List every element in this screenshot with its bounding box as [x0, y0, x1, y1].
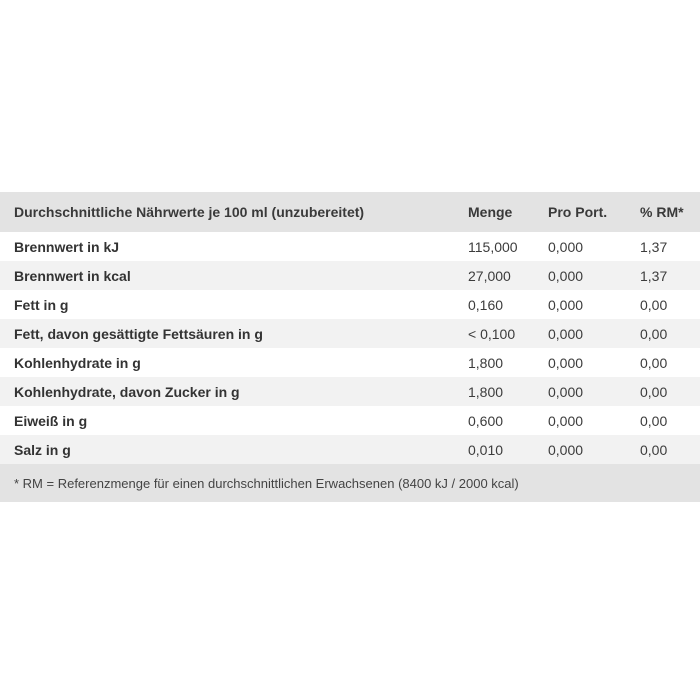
nutrient-name: Brennwert in kcal: [14, 267, 131, 284]
rm-value: 0,00: [640, 412, 668, 429]
rm-value: 0,00: [640, 325, 668, 342]
pro-port-value: 0,000: [548, 412, 584, 429]
menge-value: 115,000: [468, 238, 518, 255]
table-row: [0, 261, 700, 290]
table-row: [0, 377, 700, 406]
pro-port-value: 0,000: [548, 296, 584, 313]
rm-value: 1,37: [640, 267, 668, 284]
rm-value: 0,00: [640, 296, 668, 313]
rm-value: 0,00: [640, 354, 668, 371]
table-footer-row: [0, 464, 700, 502]
pro-port-value: 0,000: [548, 325, 584, 342]
nutrient-name: Salz in g: [14, 441, 71, 458]
rm-value: 0,00: [640, 441, 668, 458]
nutrient-name: Fett, davon gesättigte Fettsäuren in g: [14, 325, 263, 342]
menge-value: 1,800: [468, 354, 504, 371]
menge-value: 27,000: [468, 267, 511, 284]
pro-port-value: 0,000: [548, 238, 584, 255]
header-menge: Menge: [468, 204, 513, 220]
menge-value: 0,160: [468, 296, 504, 313]
header-nutrient: Durchschnittliche Nährwerte je 100 ml (unzubereitet): [14, 204, 365, 220]
nutrient-name: Brennwert in kJ: [14, 238, 120, 255]
table-header-row: [0, 192, 700, 232]
menge-value: < 0,100: [468, 325, 516, 342]
header-rm: % RM*: [640, 204, 684, 220]
pro-port-value: 0,000: [548, 383, 584, 400]
pro-port-value: 0,000: [548, 441, 584, 458]
header-pro-port: Pro Port.: [548, 204, 608, 220]
nutrient-name: Kohlenhydrate, davon Zucker in g: [14, 383, 240, 400]
footnote: * RM = Referenzmenge für einen durchschnittlichen Erwachsenen (8400 kJ / 2000 kcal): [14, 475, 519, 491]
table-row: [0, 435, 700, 464]
pro-port-value: 0,000: [548, 354, 584, 371]
menge-value: 0,010: [468, 441, 504, 458]
menge-value: 1,800: [468, 383, 504, 400]
table-row: [0, 290, 700, 319]
nutrient-name: Fett in g: [14, 296, 69, 313]
nutrient-name: Eiweiß in g: [14, 412, 88, 429]
table-row: [0, 348, 700, 377]
nutrition-table: [0, 192, 700, 502]
menge-value: 0,600: [468, 412, 504, 429]
table-row: [0, 406, 700, 435]
nutrient-name: Kohlenhydrate in g: [14, 354, 141, 371]
rm-value: 0,00: [640, 383, 668, 400]
table-row: [0, 232, 700, 261]
rm-value: 1,37: [640, 238, 668, 255]
table-row: [0, 319, 700, 348]
pro-port-value: 0,000: [548, 267, 584, 284]
table-body: [0, 232, 700, 464]
